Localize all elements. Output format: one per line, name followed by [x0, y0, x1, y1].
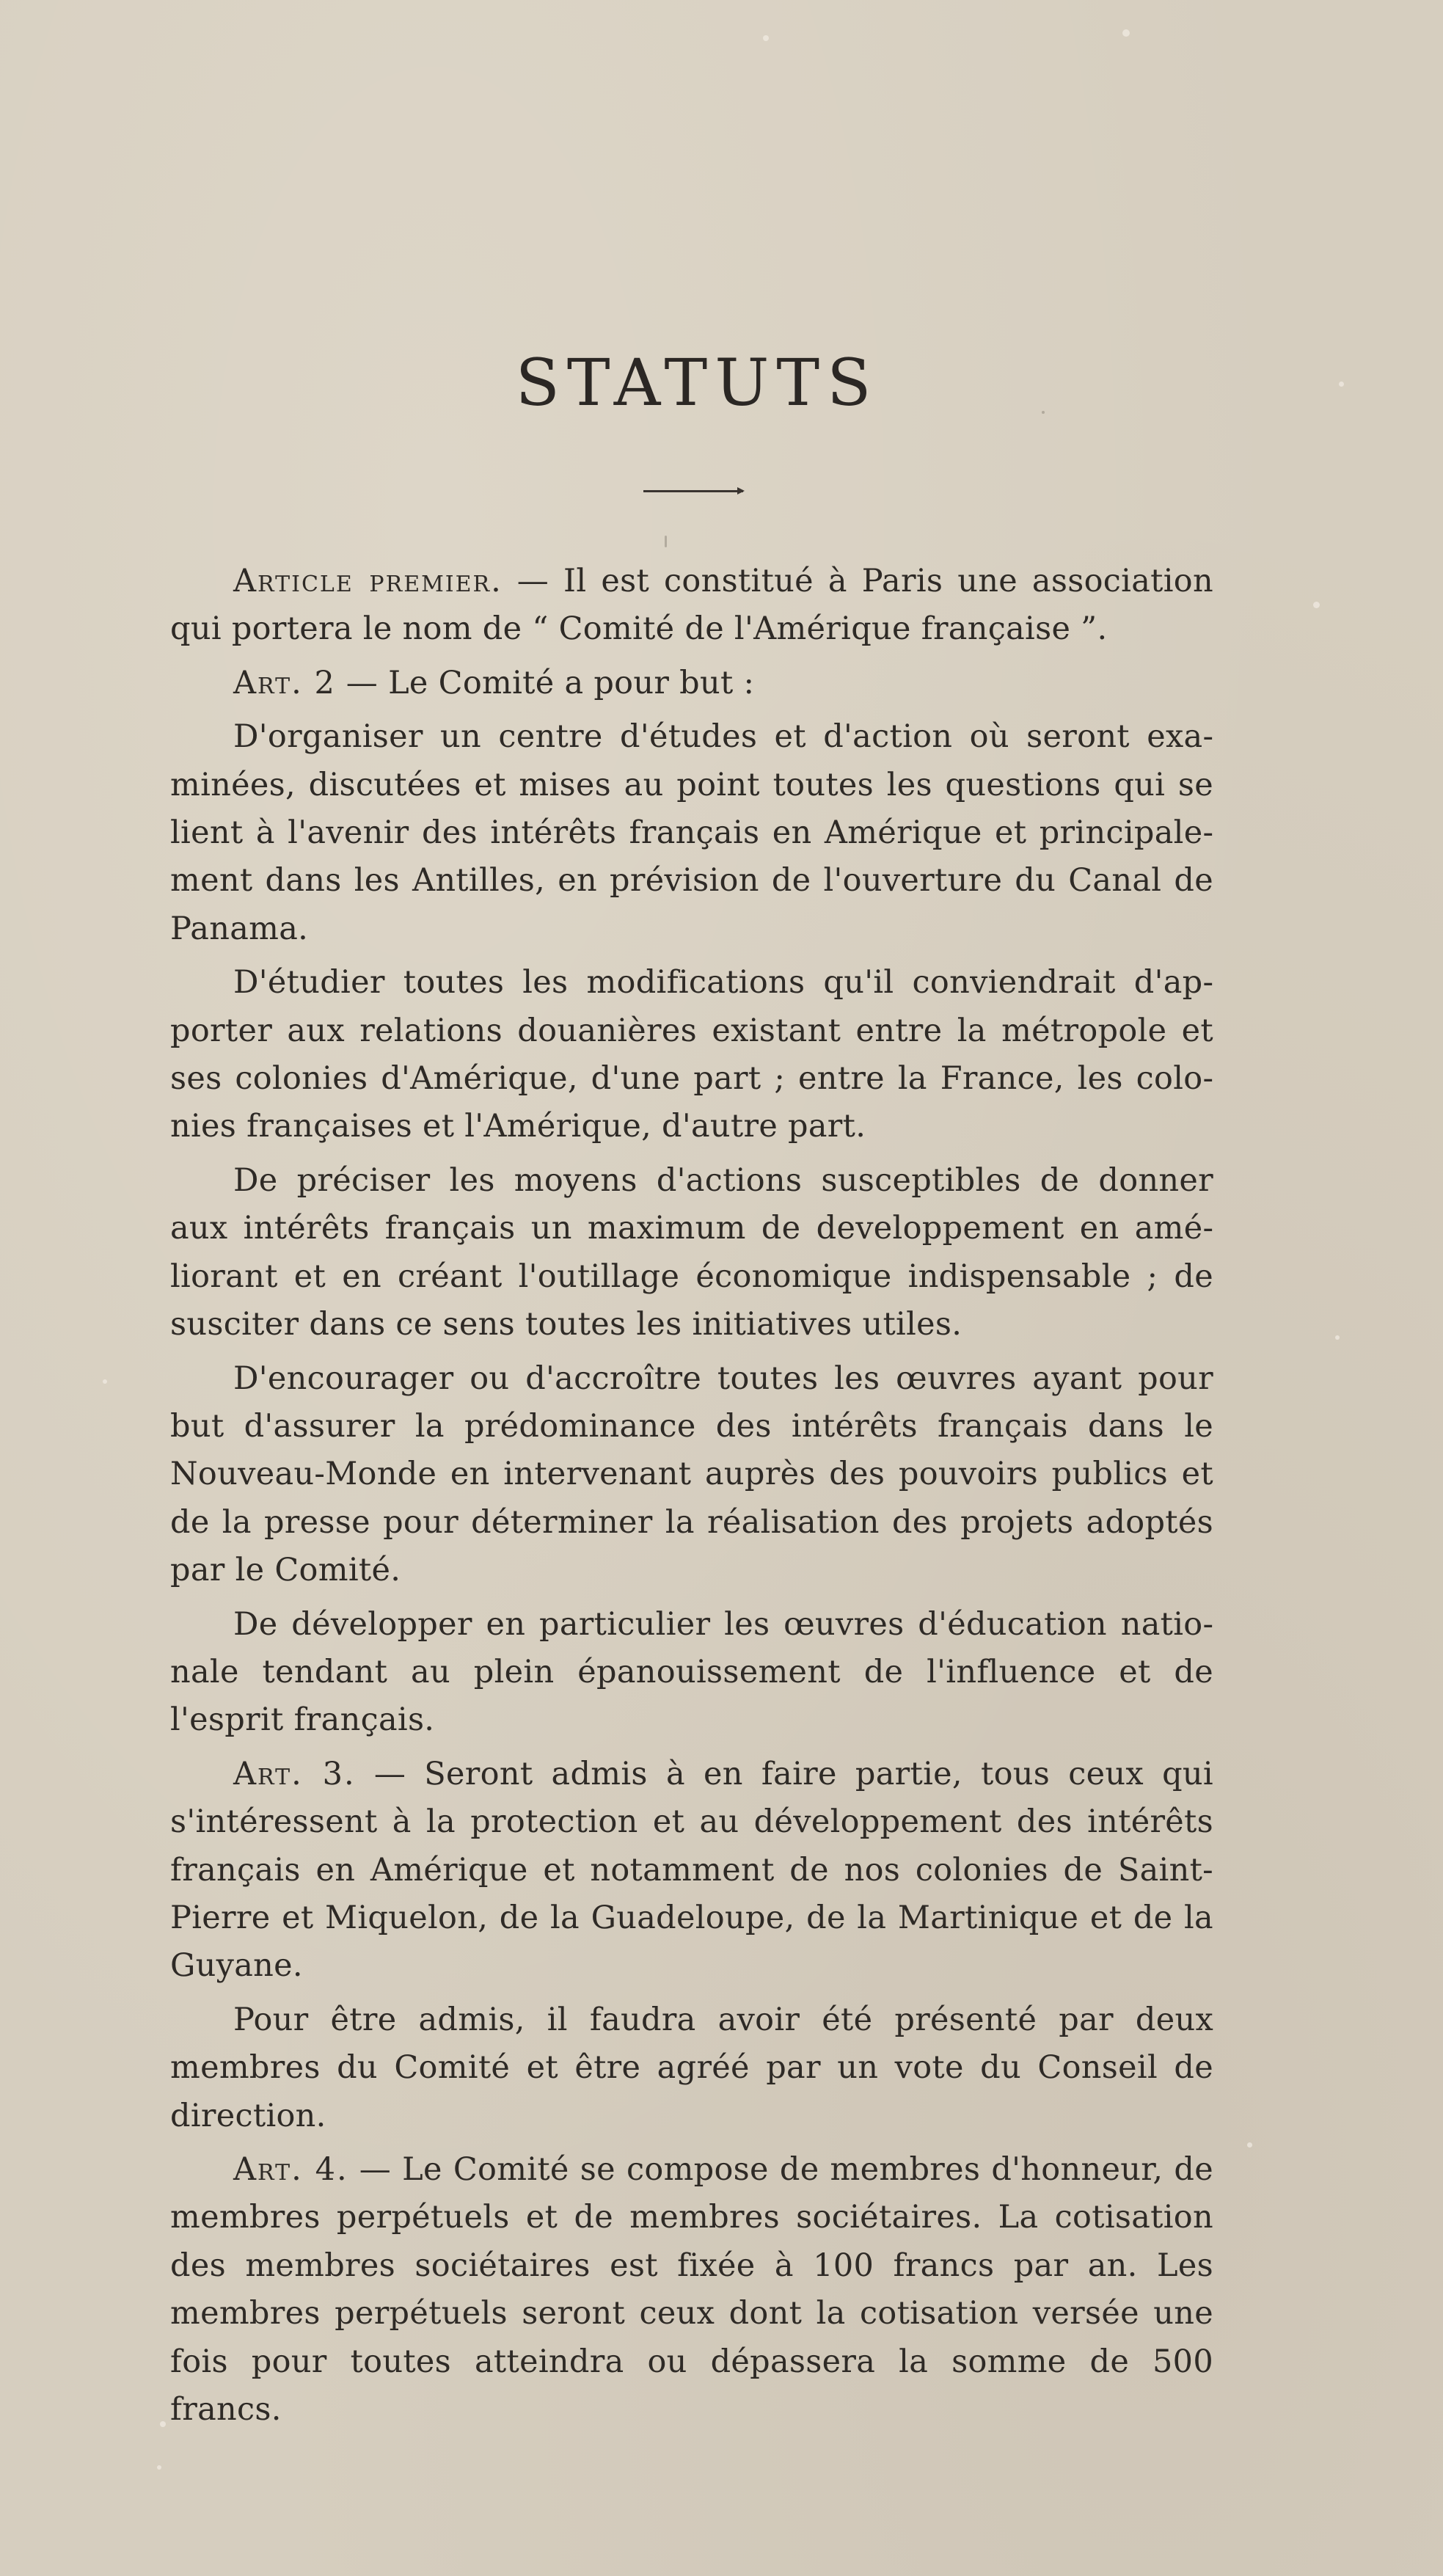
page-title: STATUTS	[515, 345, 879, 420]
paper-speck	[157, 2465, 161, 2470]
paragraph-purpose-3	[170, 1157, 1213, 1349]
article-label: Art. 4.	[233, 2151, 348, 2188]
paper-speck	[1339, 382, 1344, 387]
paper-speck	[1335, 1335, 1340, 1340]
article-label: Article premier.	[233, 563, 503, 599]
paper-speck	[103, 1379, 107, 1384]
paper-speck	[1247, 2142, 1252, 2148]
article-text: De préciser les moyens d'actions susceptibles de donner aux intérêts français un maximum de developpement en améliorant et en créant l'outillage économique indispensable ; de susciter dans ce sens toutes les initiatives utiles.	[170, 1161, 1213, 1343]
paragraph-article-3	[170, 1751, 1213, 1991]
article-text: — Le Comité se compose de membres d'honneur, de membres perpétuels et de membres sociétaires. La cotisation des membres sociétaires est fixée à 100 francs par an. Les membres perpétuels seront ceux dont la cotisation versée une fois pour toutes atteindra ou dépassera la somme de 500 francs.	[170, 2151, 1213, 2429]
paragraph-purpose-5	[170, 1601, 1213, 1745]
paper-speck	[1042, 411, 1045, 414]
paragraph-purpose-2	[170, 959, 1213, 1151]
article-text: — Seront admis à en faire partie, tous ceux qui s'intéressent à la protection et au développement des intérêts français en Amérique et notamment de nos colonies de Saint-Pierre et Miquelon, de la Guadeloupe, de la Martinique et de la Guyane.	[170, 1755, 1213, 1985]
paragraph-article-1	[170, 558, 1213, 654]
article-text: — Le Comité a pour but :	[335, 664, 755, 701]
paragraph-admission	[170, 1996, 1213, 2140]
paragraph-article-2	[170, 660, 1213, 707]
paper-speck	[160, 2421, 166, 2427]
article-text: De développer en particulier les œuvres d'éducation nationale tendant au plein épanouissement de l'influence et de l'esprit français.	[170, 1605, 1213, 1739]
paragraph-article-4	[170, 2146, 1213, 2434]
statutes-body	[170, 558, 1213, 2440]
paper-speck	[1122, 29, 1130, 37]
article-label: Art. 2	[233, 664, 336, 701]
article-text: D'étudier toutes les modifications qu'il conviendrait d'apporter aux relations douanières existant entre la métropole et ses colonies d'Amérique, d'une part ; entre la France, les colonies françaises et l'Amérique, d'autre part.	[170, 964, 1213, 1145]
paper-speck	[763, 35, 769, 41]
article-text: — Il est constitué à Paris une association qui portera le nom de “ Comité de l'Amérique française ”.	[170, 563, 1213, 648]
article-text: D'organiser un centre d'études et d'action où seront examinées, discutées et mises au point toutes les questions qui se lient à l'avenir des intérêts français en Amérique et principalement dans les Antilles, en prévision de l'ouverture du Canal de Panama.	[170, 718, 1213, 947]
paragraph-purpose-4	[170, 1355, 1213, 1595]
article-label: Art. 3.	[233, 1755, 356, 1792]
title-divider	[643, 490, 743, 492]
paper-speck	[1313, 602, 1320, 608]
article-text: Pour être admis, il faudra avoir été présenté par deux membres du Comité et être agréé par un vote du Conseil de direction.	[170, 2001, 1213, 2134]
paper-speck	[665, 536, 667, 547]
paragraph-purpose-1	[170, 713, 1213, 953]
article-text: D'encourager ou d'accroître toutes les œuvres ayant pour but d'assurer la prédominance des intérêts français dans le Nouveau-Monde en intervenant auprès des pouvoirs publics et de la presse pour déterminer la réalisation des projets adoptés par le Comité.	[170, 1360, 1213, 1589]
